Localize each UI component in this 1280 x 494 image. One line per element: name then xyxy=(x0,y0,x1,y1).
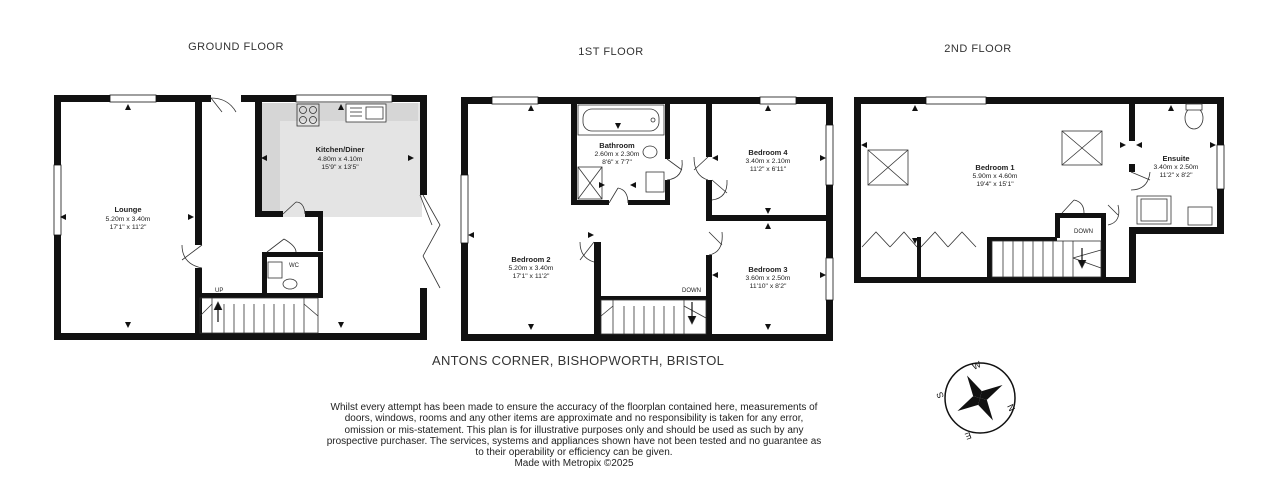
compass-w: W xyxy=(970,359,983,372)
room-metric-bathroom: 2.60m x 2.30m xyxy=(594,151,640,158)
room-name-ensuite: Ensuite xyxy=(1162,154,1190,163)
room-name-bedroom1: Bedroom 1 xyxy=(975,163,1015,172)
room-metric-bedroom4: 3.40m x 2.10m xyxy=(745,158,791,165)
room-metric-lounge: 5.20m x 3.40m xyxy=(105,216,151,223)
bath-icon xyxy=(578,105,664,135)
second-walls xyxy=(854,97,1224,283)
ground-floor xyxy=(54,41,440,340)
property-address: ANTONS CORNER, BISHOPWORTH, BRISTOL xyxy=(432,353,725,368)
room-imperial-bathroom: 8'6" x 7'7" xyxy=(602,159,632,166)
floor-title-first: 1ST FLOOR xyxy=(578,46,644,58)
room-metric-kitchen: 4.80m x 4.10m xyxy=(317,156,363,163)
room-metric-bedroom3: 3.60m x 2.50m xyxy=(745,275,791,282)
floor-title-second: 2ND FLOOR xyxy=(944,43,1012,55)
room-metric-bedroom2: 5.20m x 3.40m xyxy=(508,265,554,272)
disclaimer-text: Whilst every attempt has been made to ensure the accuracy of the floorplan contained here, measurements of doors, windows, rooms and any other items are approximate and no responsibility is taken for any error, omission or mis-statement. This plan is for illustrative purposes only and should be used as such by any prospective purchaser. The services, systems and appliances shown have not been tested and no guarantee as to their operability or efficiency can be given. xyxy=(326,402,822,459)
room-imperial-bedroom2: 17'1" x 11'2" xyxy=(512,273,550,280)
floor-title-ground: GROUND FLOOR xyxy=(188,41,284,53)
room-metric-ensuite: 3.40m x 2.50m xyxy=(1153,164,1199,171)
room-name-bedroom4: Bedroom 4 xyxy=(748,148,788,157)
room-imperial-bedroom3: 11'10" x 8'2" xyxy=(749,283,787,290)
ground-stairs xyxy=(200,298,318,333)
room-name-kitchen: Kitchen/Diner xyxy=(315,145,365,154)
room-name-bedroom3: Bedroom 3 xyxy=(748,265,788,274)
room-imperial-ensuite: 11'2" x 8'2" xyxy=(1159,172,1193,179)
first-stairs xyxy=(601,300,706,334)
wc-label: WC xyxy=(289,263,299,269)
room-imperial-bedroom1: 19'4" x 15'1" xyxy=(976,181,1014,188)
stairs-label-first: DOWN xyxy=(682,288,701,294)
room-name-bathroom: Bathroom xyxy=(599,141,635,150)
disclaimer xyxy=(326,402,822,470)
room-imperial-lounge: 17'1" x 11'2" xyxy=(109,224,147,231)
first-floor xyxy=(461,46,833,341)
stairs-label-second: DOWN xyxy=(1074,229,1093,235)
compass-s: S xyxy=(934,390,946,400)
compass-rose-icon xyxy=(934,359,1017,442)
second-stairs xyxy=(992,241,1101,277)
room-imperial-kitchen: 15'9" x 13'5" xyxy=(321,164,359,171)
compass-n: N xyxy=(1005,402,1017,413)
credit-text: Made with Metropix ©2025 xyxy=(514,458,634,470)
room-imperial-bedroom4: 11'2" x 6'11" xyxy=(749,166,787,173)
sink-icon xyxy=(346,104,386,122)
stairs-label-ground: UP xyxy=(215,288,224,294)
room-metric-bedroom1: 5.90m x 4.60m xyxy=(972,173,1018,180)
second-floor xyxy=(854,43,1224,283)
room-name-lounge: Lounge xyxy=(114,205,142,214)
compass-e: E xyxy=(963,430,973,442)
room-name-bedroom2: Bedroom 2 xyxy=(511,255,551,264)
